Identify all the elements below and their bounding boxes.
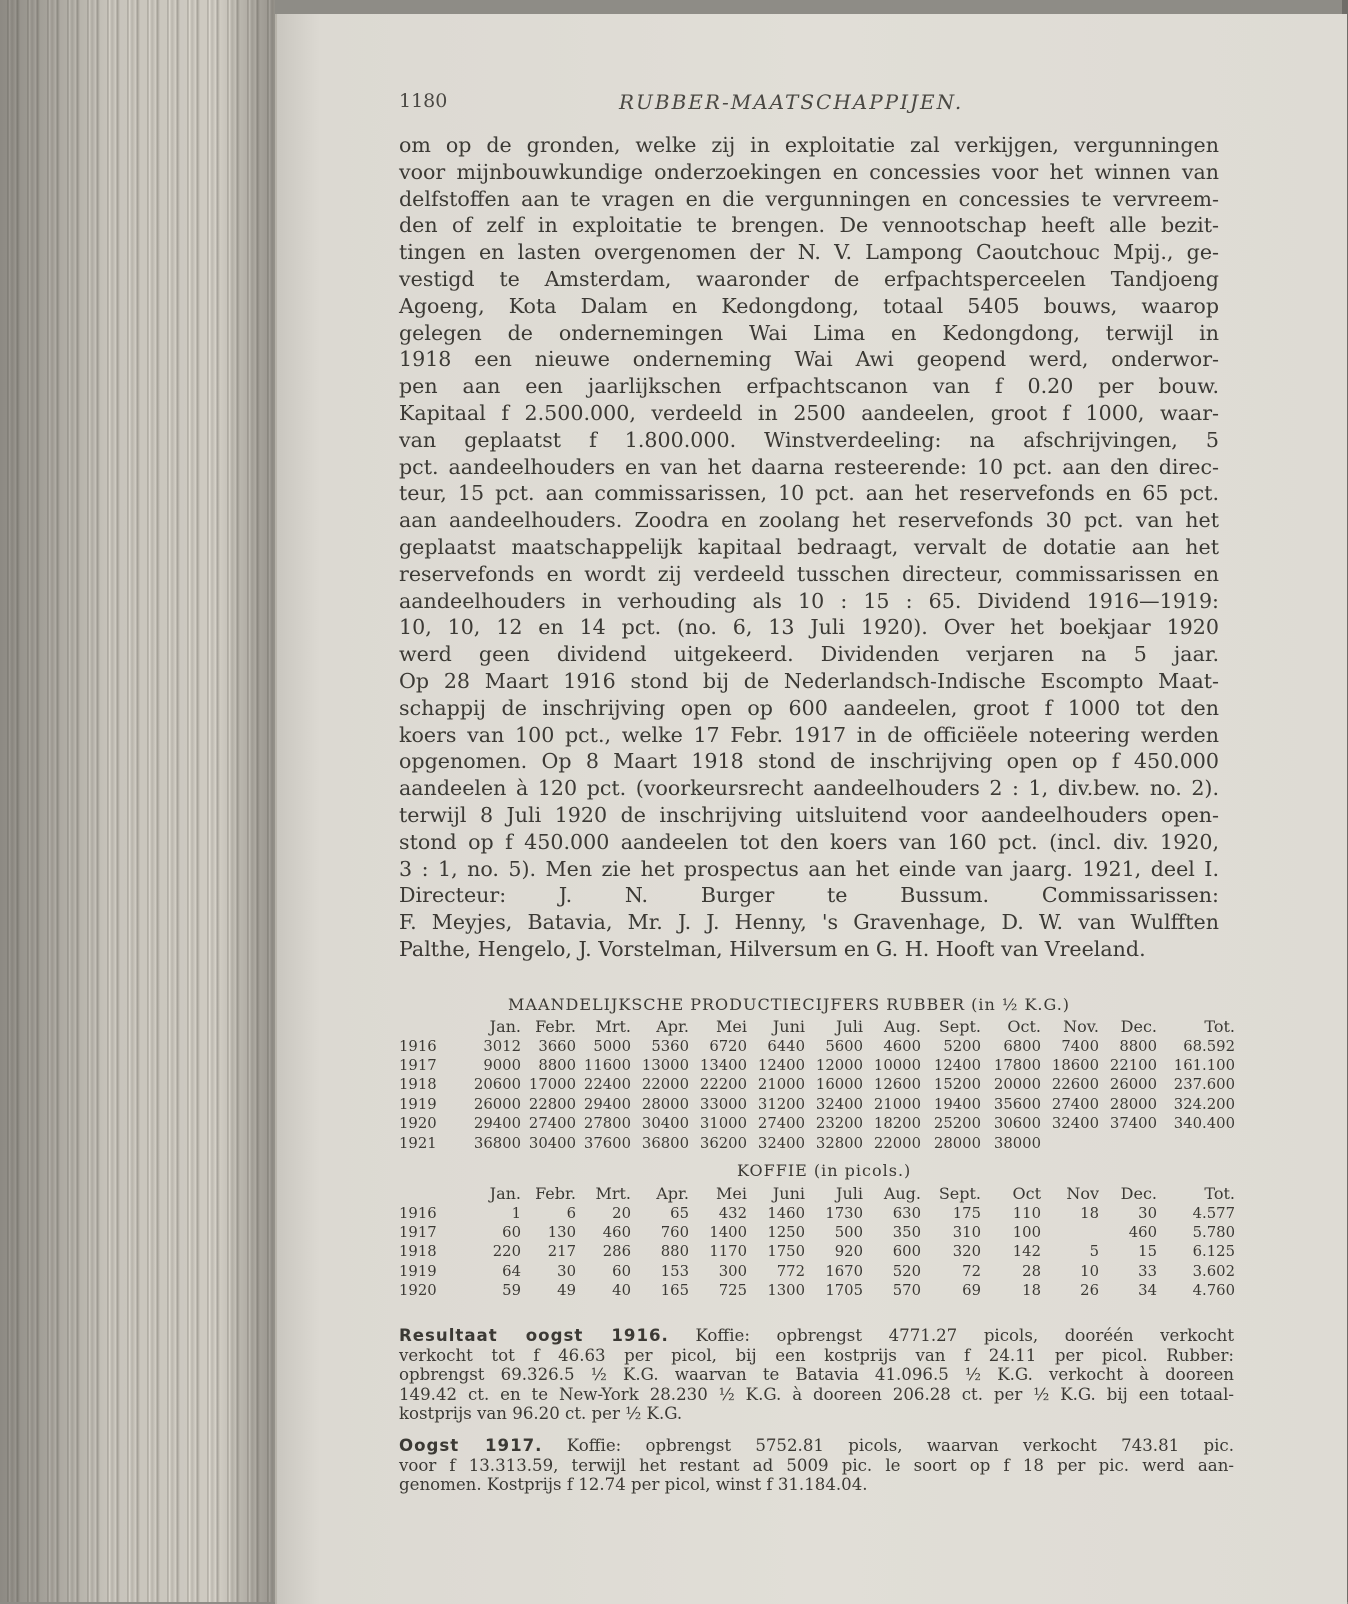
table-cell: 28000 [641, 1095, 689, 1113]
table-cell: 8800 [1119, 1037, 1157, 1055]
table-cell: 32400 [1051, 1115, 1099, 1133]
body-line: om op de gronden, welke zij in exploitatie zal verkijgen, vergunningen [399, 133, 1219, 157]
table-cell: 5600 [825, 1037, 863, 1055]
column-header: Febr. [535, 1017, 576, 1037]
body-text [399, 132, 1219, 963]
table-cell: 12400 [933, 1056, 981, 1074]
table-cell [1041, 1223, 1099, 1242]
table-cell: 1300 [767, 1282, 805, 1300]
running-head: RUBBER-MAATSCHAPPIJEN. [619, 90, 964, 114]
column-header: Mrt. [595, 1184, 631, 1204]
table-cell: 142 [1012, 1243, 1041, 1261]
body-line: werd geen dividend uitgekeerd. Dividenden verjaren na 5 jaar. [399, 642, 1219, 667]
table-cell: 32800 [815, 1134, 863, 1152]
body-line: terwijl 8 Juli 1920 de inschrijving uitsluitend voor aandeelhouders open- [399, 802, 1219, 827]
table-cell: 11600 [583, 1056, 631, 1074]
table-cell: 9000 [483, 1056, 521, 1074]
table-cell: 32400 [757, 1134, 805, 1152]
note-line: genomen. Kostprijs f 12.74 per picol, winst f 31.184.04. [399, 1475, 868, 1495]
table-cell: 1170 [709, 1243, 747, 1261]
row-year: 1917 [399, 1223, 437, 1241]
table-row [399, 1262, 1235, 1281]
table-cell: 12400 [757, 1056, 805, 1074]
table-cell: 33000 [699, 1095, 747, 1113]
row-year: 1916 [399, 1037, 437, 1055]
table-cell: 310 [952, 1223, 981, 1241]
note-lead: Resultaat oogst 1916. [399, 1326, 669, 1345]
table-cell: 286 [602, 1243, 631, 1261]
table-cell: 165 [660, 1282, 689, 1300]
table-cell: 4.577 [1192, 1204, 1235, 1222]
column-header: Aug. [883, 1017, 921, 1037]
note-line: kostprijs van 96.20 ct. per ½ K.G. [399, 1404, 683, 1424]
table-cell: 25200 [933, 1115, 981, 1133]
table-cell: 350 [892, 1223, 921, 1241]
table-cell: 6800 [1003, 1037, 1041, 1055]
table-cell: 36800 [473, 1134, 521, 1152]
row-year: 1919 [399, 1095, 437, 1113]
note-lead: Oogst 1917. [399, 1435, 543, 1455]
row-year: 1918 [399, 1076, 437, 1094]
table-cell: 26000 [1109, 1076, 1157, 1094]
harvest-notes [399, 1326, 1234, 1495]
table-cell: 880 [660, 1243, 689, 1261]
column-header: Apr. [656, 1184, 689, 1204]
column-header: Aug. [883, 1184, 921, 1204]
table-cell: 7400 [1061, 1037, 1099, 1055]
table-cell: 630 [892, 1204, 921, 1222]
table-cell: 6.125 [1192, 1243, 1235, 1261]
body-line: aandeelen à 120 pct. (voorkeursrecht aandeelhouders 2 : 1, div.bew. no. 2). [399, 776, 1219, 801]
table-cell: 1750 [767, 1243, 805, 1261]
table-cell: 20600 [473, 1076, 521, 1094]
column-header: Juni [772, 1184, 805, 1204]
table-cell: 5.780 [1192, 1223, 1235, 1241]
table-cell [1157, 1133, 1235, 1152]
table-cell: 161.100 [1173, 1056, 1235, 1074]
body-line: vestigd te Amsterdam, waaronder de erfpachtsperceelen Tandjoeng [399, 266, 1219, 291]
rubber-production-table [399, 1017, 1235, 1153]
table-cell: 22000 [641, 1076, 689, 1094]
table-cell: 60 [612, 1262, 631, 1280]
table-cell: 460 [1128, 1223, 1157, 1241]
table-cell: 19400 [933, 1095, 981, 1113]
table-cell: 3660 [538, 1037, 576, 1055]
column-header: Jan. [489, 1017, 521, 1037]
table-cell: 18 [1080, 1204, 1099, 1222]
body-line: delfstoffen aan te vragen en die vergunningen en concessies te vervreem- [399, 186, 1219, 211]
body-line: den of zelf in exploitatie te brengen. De vennootschap heeft alle bezit- [399, 213, 1219, 238]
table-cell: 30400 [528, 1134, 576, 1152]
table-cell: 40 [612, 1282, 631, 1300]
table-cell: 570 [892, 1282, 921, 1300]
table-cell: 49 [557, 1282, 576, 1300]
table-cell: 17000 [528, 1076, 576, 1094]
table-cell: 725 [718, 1282, 747, 1300]
table-cell: 320 [952, 1243, 981, 1261]
column-header: Mei [716, 1184, 747, 1204]
table-cell: 15200 [933, 1076, 981, 1094]
body-line: F. Meyjes, Batavia, Mr. J. J. Henny, 's Gravenhage, D. W. van Wulfften [399, 910, 1219, 935]
body-line: pct. aandeelhouders en van het daarna resteerende: 10 pct. aan den direc- [399, 454, 1219, 479]
table-cell [1099, 1133, 1157, 1152]
row-year: 1918 [399, 1243, 437, 1261]
table-cell: 15 [1138, 1243, 1157, 1261]
body-line: van geplaatst f 1.800.000. Winstverdeeling: na afschrijvingen, 5 [399, 427, 1219, 452]
column-header: Juni [772, 1017, 805, 1037]
table-cell: 37400 [1109, 1115, 1157, 1133]
table-cell: 10 [1080, 1262, 1099, 1280]
table-cell: 38000 [993, 1134, 1041, 1152]
table-cell: 500 [834, 1223, 863, 1241]
table-cell: 28000 [1109, 1095, 1157, 1113]
table-row [399, 1056, 1235, 1075]
table-cell [1041, 1133, 1099, 1152]
table-row [399, 1133, 1235, 1152]
table-cell: 217 [547, 1243, 576, 1261]
body-line: koers van 100 pct., welke 17 Febr. 1917 in de officiëele noteering werden [399, 722, 1219, 747]
page-number: 1180 [399, 90, 448, 112]
table-cell: 18 [1022, 1282, 1041, 1300]
note-text: Koffie: opbrengst 4771.27 picols, dooréén verkocht [695, 1326, 1235, 1345]
table-cell: 69 [962, 1282, 981, 1300]
table-cell: 432 [718, 1204, 747, 1222]
body-line: Op 28 Maart 1916 stond bij de Nederlandsch-Indische Escompto Maat- [399, 668, 1219, 693]
body-line: 3 : 1, no. 5). Men zie het prospectus aan het einde van jaarg. 1921, deel I. [399, 856, 1219, 881]
table-cell: 17800 [993, 1056, 1041, 1074]
koffie-production-table [399, 1184, 1235, 1300]
table-cell: 772 [776, 1262, 805, 1280]
row-year: 1919 [399, 1262, 437, 1280]
table-cell: 1705 [825, 1282, 863, 1300]
table-cell: 22400 [583, 1076, 631, 1094]
note-line: opbrengst 69.326.5 ½ K.G. waarvan te Batavia 41.096.5 ½ K.G. verkocht à dooreen [399, 1365, 1234, 1385]
table-row [399, 1281, 1235, 1300]
table-cell: 36200 [699, 1134, 747, 1152]
column-header [399, 1017, 461, 1036]
table-cell: 175 [952, 1204, 981, 1222]
body-line: Palthe, Hengelo, J. Vorstelman, Hilversum en G. H. Hooft van Vreeland. [399, 936, 1146, 961]
table-row [399, 1223, 1235, 1242]
table-cell: 760 [660, 1223, 689, 1241]
table-cell: 29400 [473, 1115, 521, 1133]
row-year: 1920 [399, 1115, 437, 1133]
table-cell: 60 [502, 1223, 521, 1241]
row-year: 1916 [399, 1204, 437, 1222]
binding-shadow [0, 0, 275, 1602]
table-cell: 340.400 [1173, 1115, 1235, 1133]
table-cell: 600 [892, 1243, 921, 1261]
column-header: Dec. [1120, 1184, 1157, 1204]
table-cell: 21000 [757, 1076, 805, 1094]
table-cell: 30600 [993, 1115, 1041, 1133]
table-cell: 31200 [757, 1095, 805, 1113]
table-cell: 37600 [583, 1134, 631, 1152]
table-cell: 1730 [825, 1204, 863, 1222]
table-cell: 20000 [993, 1076, 1041, 1094]
table-cell: 26 [1080, 1282, 1099, 1300]
column-header: Nov. [1063, 1017, 1099, 1037]
table-cell: 12000 [815, 1056, 863, 1074]
table-cell: 520 [892, 1262, 921, 1280]
table-cell: 21000 [873, 1095, 921, 1113]
table-cell: 72 [962, 1262, 981, 1280]
book-page [275, 14, 1347, 1604]
column-header: Nov [1066, 1184, 1099, 1204]
table-cell: 26000 [473, 1095, 521, 1113]
page-header [399, 90, 1279, 120]
table-cell: 1400 [709, 1223, 747, 1241]
table-cell: 20 [612, 1204, 631, 1222]
table-cell: 3012 [483, 1037, 521, 1055]
table-cell: 920 [834, 1243, 863, 1261]
table-cell: 324.200 [1173, 1095, 1235, 1113]
table-cell: 27400 [1051, 1095, 1099, 1113]
body-line: Agoeng, Kota Dalam en Kedongdong, totaal 5405 bouws, waarop [399, 293, 1219, 318]
table-cell: 13000 [641, 1056, 689, 1074]
note-line: 149.42 ct. en te New-York 28.230 ½ K.G. à dooreen 206.28 ct. per ½ K.G. bij een totaal- [399, 1384, 1234, 1404]
column-header [399, 1184, 461, 1203]
table-cell: 30 [1138, 1204, 1157, 1222]
table-cell: 35600 [993, 1095, 1041, 1113]
row-year: 1921 [399, 1134, 437, 1152]
column-header: Apr. [656, 1017, 689, 1037]
body-line: 10, 10, 12 en 14 pct. (no. 6, 13 Juli 1920). Over het boekjaar 1920 [399, 615, 1219, 640]
table-cell: 27800 [583, 1115, 631, 1133]
column-header: Oct. [1007, 1017, 1041, 1037]
table-cell: 6 [566, 1204, 576, 1222]
table-cell: 22100 [1109, 1056, 1157, 1074]
table-cell: 28 [1022, 1262, 1041, 1280]
column-header: Sept. [938, 1017, 981, 1037]
note-line [399, 1326, 1234, 1346]
column-header: Tot. [1204, 1017, 1235, 1037]
table-cell: 29400 [583, 1095, 631, 1113]
table-row [399, 1095, 1235, 1114]
table-cell: 12600 [873, 1076, 921, 1094]
body-line: pen aan een jaarlijkschen erfpachtscanon van f 0.20 per bouw. [399, 374, 1219, 399]
table-cell: 30 [557, 1262, 576, 1280]
table-cell: 130 [547, 1223, 576, 1241]
table-cell: 33 [1138, 1262, 1157, 1280]
table-row [399, 1242, 1235, 1261]
note-line: verkocht tot f 46.63 per picol, bij een kostprijs van f 24.11 per picol. Rubber: [399, 1345, 1234, 1365]
column-header: Mrt. [595, 1017, 631, 1037]
body-line: aandeelhouders in verhouding als 10 : 15 : 65. Dividend 1916—1919: [399, 588, 1219, 613]
koffie-table-title: KOFFIE (in picols.) [737, 1161, 912, 1180]
body-line: voor mijnbouwkundige onderzoekingen en concessies voor het winnen van [399, 159, 1219, 184]
body-line: teur, 15 pct. aan commissarissen, 10 pct. aan het reservefonds en 65 pct. [399, 481, 1219, 506]
rubber-table-title: MAANDELIJKSCHE PRODUCTIECIJFERS RUBBER (in ½ K.G.) [508, 995, 1071, 1014]
row-year: 1920 [399, 1282, 437, 1300]
table-cell: 1670 [825, 1262, 863, 1280]
body-line: Directeur: J. N. Burger te Bussum. Commissarissen: [399, 883, 1219, 908]
column-header: Sept. [938, 1184, 981, 1204]
table-cell: 23200 [815, 1115, 863, 1133]
table-cell: 22200 [699, 1076, 747, 1094]
table-cell: 3.602 [1192, 1262, 1235, 1280]
column-header: Mei [716, 1017, 747, 1037]
table-row [399, 1203, 1235, 1222]
table-cell: 30400 [641, 1115, 689, 1133]
table-cell: 10000 [873, 1056, 921, 1074]
body-line: reservefonds en wordt zij verdeeld tusschen directeur, commissarissen en [399, 561, 1219, 586]
table-cell: 4.760 [1192, 1282, 1235, 1300]
table-cell: 5000 [593, 1037, 631, 1055]
table-cell: 4600 [883, 1037, 921, 1055]
table-cell: 28000 [933, 1134, 981, 1152]
table-cell: 8800 [538, 1056, 576, 1074]
body-line: 1918 een nieuwe onderneming Wai Awi geopend werd, onderwor- [399, 347, 1219, 372]
row-year: 1917 [399, 1056, 437, 1074]
table-cell: 22800 [528, 1095, 576, 1113]
column-header: Tot. [1204, 1184, 1235, 1204]
table-cell: 6720 [709, 1037, 747, 1055]
body-line: Kapitaal f 2.500.000, verdeeld in 2500 aandeelen, groot f 1000, waar- [399, 400, 1219, 425]
body-line: gelegen de ondernemingen Wai Lima en Kedongdong, terwijl in [399, 320, 1219, 345]
table-cell: 1 [511, 1204, 521, 1222]
column-header: Juli [836, 1184, 863, 1204]
table-cell: 220 [492, 1243, 521, 1261]
column-header: Oct [1012, 1184, 1041, 1204]
table-cell: 59 [502, 1282, 521, 1300]
table-cell: 1460 [767, 1204, 805, 1222]
table-cell: 36800 [641, 1134, 689, 1152]
table-cell: 27400 [757, 1115, 805, 1133]
table-cell: 153 [660, 1262, 689, 1280]
table-cell: 13400 [699, 1056, 747, 1074]
body-line: opgenomen. Op 8 Maart 1918 stond de inschrijving open op f 450.000 [399, 749, 1219, 774]
table-header-row [399, 1017, 1235, 1036]
table-cell: 27400 [528, 1115, 576, 1133]
note-line [399, 1436, 1234, 1456]
column-header: Jan. [489, 1184, 521, 1204]
table-cell: 22000 [873, 1134, 921, 1152]
table-cell: 5 [1089, 1243, 1099, 1261]
table-cell: 5200 [943, 1037, 981, 1055]
note-text: Koffie: opbrengst 5752.81 picols, waarvan verkocht 743.81 pic. [566, 1435, 1234, 1455]
table-cell: 64 [502, 1262, 521, 1280]
table-header-row [399, 1184, 1235, 1203]
table-cell: 32400 [815, 1095, 863, 1113]
table-row [399, 1114, 1235, 1133]
table-cell: 65 [670, 1204, 689, 1222]
body-line: tingen en lasten overgenomen der N. V. Lampong Caoutchouc Mpij., ge- [399, 240, 1219, 265]
table-cell: 5360 [651, 1037, 689, 1055]
table-cell: 34 [1138, 1282, 1157, 1300]
table-cell: 460 [602, 1223, 631, 1241]
table-cell: 100 [1012, 1223, 1041, 1241]
body-line: schappij de inschrijving open op 600 aandeelen, groot f 1000 tot den [399, 695, 1219, 720]
table-cell: 31000 [699, 1115, 747, 1133]
table-row [399, 1075, 1235, 1094]
body-line: stond op f 450.000 aandeelen tot den koers van 160 pct. (incl. div. 1920, [399, 829, 1219, 854]
body-line: geplaatst maatschappelijk kapitaal bedraagt, vervalt de dotatie aan het [399, 534, 1219, 559]
table-cell: 1250 [767, 1223, 805, 1241]
table-cell: 18600 [1051, 1056, 1099, 1074]
column-header: Juli [836, 1017, 863, 1037]
table-cell: 237.600 [1173, 1076, 1235, 1094]
table-cell: 68.592 [1183, 1037, 1235, 1055]
column-header: Dec. [1120, 1017, 1157, 1037]
table-cell: 6440 [767, 1037, 805, 1055]
table-cell: 16000 [815, 1076, 863, 1094]
body-line: aan aandeelhouders. Zoodra en zoolang het reservefonds 30 pct. van het [399, 508, 1219, 533]
table-cell: 22600 [1051, 1076, 1099, 1094]
table-cell: 300 [718, 1262, 747, 1280]
note-line: voor f 13.313.59, terwijl het restant ad 5009 pic. le soort op f 18 per pic. werd aan- [399, 1455, 1234, 1475]
table-cell: 18200 [873, 1115, 921, 1133]
table-cell: 110 [1012, 1204, 1041, 1222]
table-row [399, 1036, 1235, 1055]
column-header: Febr. [535, 1184, 576, 1204]
